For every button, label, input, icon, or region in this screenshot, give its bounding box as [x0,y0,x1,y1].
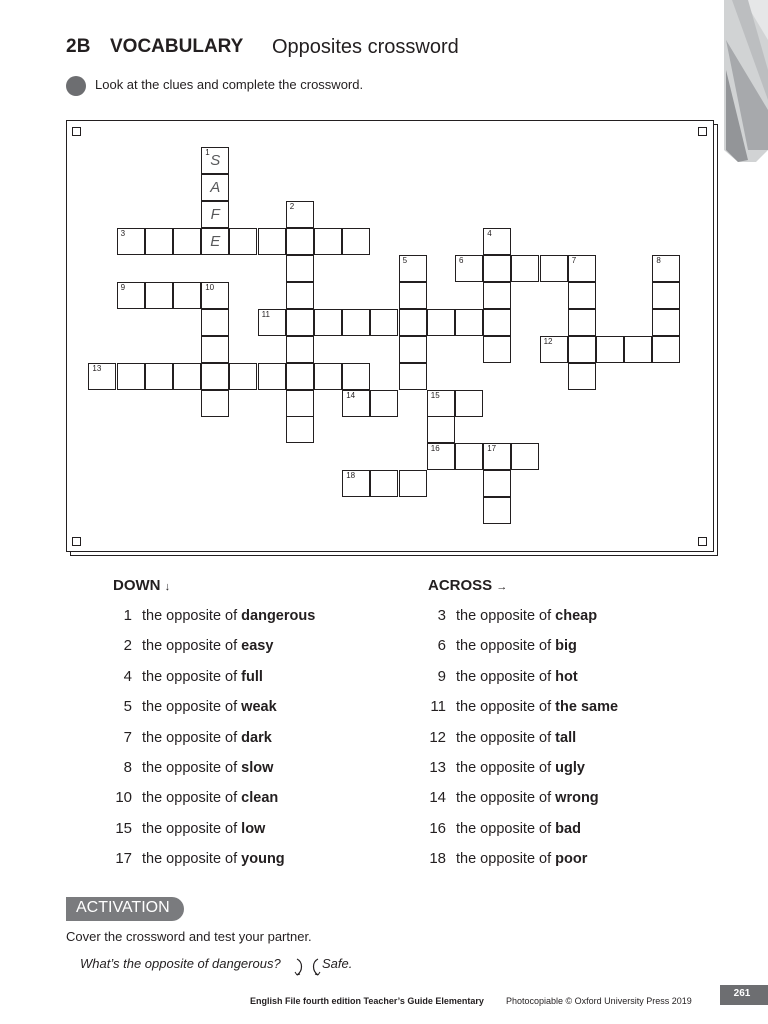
unit-label: 2B [66,36,91,57]
clue-number: 15 [115,819,132,837]
crossword-cell[interactable] [145,282,173,309]
clue-word: bad [555,820,581,837]
activation-text: Cover the crossword and test your partner. [66,929,312,944]
corner-decoration [718,0,768,170]
clue-word: hot [555,668,578,685]
cell-letter: E [210,233,221,251]
crossword-cell[interactable] [399,470,427,497]
page-number: 261 [733,988,751,999]
crossword-cell[interactable] [568,282,596,309]
page-title: Opposites crossword [272,36,459,58]
crossword-cell[interactable] [483,282,511,309]
crossword-cell[interactable] [88,363,116,390]
crossword-cell[interactable] [286,390,314,417]
crossword-cell[interactable] [201,390,229,417]
crossword-cell[interactable] [145,363,173,390]
clue-word: poor [555,851,588,868]
clue-word: ugly [555,760,585,776]
clue-word: easy [241,638,274,655]
across-heading [428,577,507,594]
cell-letter: A [210,179,221,197]
crossword-cell[interactable] [652,282,680,309]
crossword-cell[interactable] [258,228,286,255]
cell-number: 12 [543,336,553,346]
cell-number: 17 [487,444,497,454]
cell-number: 16 [430,444,440,454]
clue-number: 6 [437,637,446,655]
crossword-cell[interactable] [286,363,314,390]
crossword-cell[interactable] [568,255,596,282]
clue-word: weak [241,699,277,716]
clue-text [456,851,587,867]
clue-text [142,851,285,867]
crossword-cell[interactable] [568,336,596,363]
crossword-cell[interactable] [483,255,511,282]
clue-number: 2 [123,637,132,655]
crossword-cell[interactable] [596,336,624,363]
clue-prefix: the opposite of [456,608,552,624]
clue-number: 9 [437,667,446,685]
crossword-cell[interactable] [258,309,286,336]
crossword-cell[interactable] [229,363,257,390]
clue-prefix: the opposite of [142,699,238,716]
clue-prefix: the opposite of [142,729,238,746]
clue-number: 8 [123,759,132,776]
clue-text [142,699,277,715]
crossword-cell[interactable] [511,255,539,282]
crossword-cell[interactable] [201,336,229,363]
crossword-cell[interactable] [511,443,539,470]
crossword-cell[interactable] [455,443,483,470]
crossword-cell[interactable] [201,363,229,390]
cell-number: 14 [346,390,356,400]
activation-label: ACTIVATION [76,899,170,916]
crossword-cell[interactable] [652,309,680,336]
frame-corner-ornament [72,537,81,546]
crossword-cell[interactable] [483,443,511,470]
clue-number: 18 [429,850,446,868]
clue-number: 16 [429,819,446,837]
clue-word: dangerous [241,608,316,624]
clue-number: 5 [123,698,132,716]
crossword-cell[interactable] [483,497,511,524]
clue-text [142,790,278,806]
crossword-cell[interactable] [201,174,229,201]
clue-number: 3 [437,607,446,624]
clue-text [456,608,597,624]
across-arrow-icon: → [496,581,508,593]
clue-text [456,730,576,746]
down-heading-text: DOWN [113,577,161,594]
crossword-cell[interactable] [540,255,568,282]
crossword-cell[interactable] [229,228,257,255]
crossword-cell[interactable] [342,390,370,417]
clue-prefix: the opposite of [456,760,552,776]
clue-prefix: the opposite of [456,820,552,837]
clue-number: 4 [123,667,132,685]
crossword-cell[interactable] [455,255,483,282]
crossword-cell[interactable] [399,309,427,336]
cell-number: 15 [430,390,440,400]
clue-text [456,821,581,837]
crossword-cell[interactable] [201,282,229,309]
cell-number: 2 [289,202,295,212]
clue-word: full [241,668,263,685]
clue-text [142,760,273,776]
crossword-cell[interactable] [286,228,314,255]
cell-number: 6 [459,256,464,265]
crossword-cell[interactable] [427,443,455,470]
crossword-cell[interactable] [342,470,370,497]
cell-number: 11 [261,309,270,319]
crossword-cell[interactable] [427,390,455,417]
crossword-cell[interactable] [483,228,511,255]
crossword-cell[interactable] [173,228,201,255]
crossword-cell[interactable] [117,228,145,255]
frame-corner-ornament [698,537,707,546]
clue-number: 10 [115,789,132,807]
clue-word: big [555,638,577,655]
crossword-cell[interactable] [483,309,511,336]
crossword-cell[interactable] [342,309,370,336]
clue-text [142,730,272,746]
crossword-cell[interactable] [342,363,370,390]
clue-prefix: the opposite of [142,790,238,807]
crossword-cell[interactable] [399,336,427,363]
crossword-cell[interactable] [145,228,173,255]
cell-number: 18 [346,471,356,481]
crossword-cell[interactable] [483,470,511,497]
instruction-text: Look at the clues and complete the crossword. [95,77,364,92]
cell-number: 5 [402,256,408,265]
clue-text [456,699,618,715]
crossword-cell[interactable] [201,147,229,174]
clue-number: 1 [123,607,132,624]
crossword-cell[interactable] [399,255,427,282]
crossword-cell[interactable] [286,255,314,282]
down-arrow-icon: ↓ [164,581,171,593]
clue-text [142,669,263,685]
cell-number: 10 [205,282,215,292]
cell-number: 9 [120,282,126,292]
clue-prefix: the opposite of [456,790,552,807]
clue-word: slow [241,760,274,776]
crossword-cell[interactable] [314,309,342,336]
cell-number: 8 [656,256,661,265]
crossword-cell[interactable] [314,363,342,390]
clue-prefix: the opposite of [142,851,238,868]
frame-corner-ornament [72,127,81,136]
footer-book-title: English File fourth edition Teacher’s Guide Elementary [250,996,484,1006]
example-question: What’s the opposite of dangerous? [80,956,281,971]
crossword-cell[interactable] [201,228,229,255]
crossword-cell[interactable] [540,336,568,363]
crossword-cell[interactable] [173,282,201,309]
crossword-cell[interactable] [286,416,314,443]
crossword-cell[interactable] [568,363,596,390]
clue-text [142,638,273,654]
crossword-cell[interactable] [483,336,511,363]
clue-prefix: the opposite of [456,668,552,685]
crossword-cell[interactable] [173,363,201,390]
cell-number: 4 [487,229,492,239]
crossword-cell[interactable] [370,309,398,336]
crossword-cell[interactable] [286,282,314,309]
clue-text [142,608,315,624]
crossword-cell[interactable] [314,228,342,255]
crossword-cell[interactable] [117,363,145,390]
clue-word: young [241,851,285,868]
crossword-cell[interactable] [201,201,229,228]
cell-number: 13 [92,363,102,373]
footer-copyright: Photocopiable © Oxford University Press 2019 [506,996,692,1006]
clue-number: 11 [430,698,446,716]
clue-word: clean [241,790,279,807]
cell-letter: F [210,206,220,224]
clue-number: 13 [429,759,446,776]
frame-corner-ornament [698,127,707,136]
clue-number: 7 [123,728,132,746]
crossword-cell[interactable] [568,309,596,336]
clue-text [142,821,265,837]
clue-text [456,669,578,685]
crossword-cell[interactable] [652,255,680,282]
crossword-cell[interactable] [652,336,680,363]
cell-number: 1 [205,148,210,158]
crossword-cell[interactable] [286,201,314,228]
crossword-cell[interactable] [427,416,455,443]
clue-number: 14 [429,789,446,807]
clue-text [456,638,577,654]
clue-text [456,790,599,806]
clue-prefix: the opposite of [142,638,238,655]
clue-word: tall [555,729,577,746]
crossword-cell[interactable] [455,309,483,336]
clue-number: 12 [429,728,446,746]
clue-prefix: the opposite of [456,729,552,746]
crossword-cell[interactable] [370,390,398,417]
clue-prefix: the opposite of [456,699,552,716]
clue-prefix: the opposite of [142,668,238,685]
clue-number: 17 [115,850,132,868]
clue-prefix: the opposite of [142,608,238,624]
crossword-cell[interactable] [427,309,455,336]
bullet-icon [66,76,86,96]
example-answer: Safe. [322,956,353,971]
clue-word: low [241,820,266,837]
speech-turn-icon [294,956,322,978]
clue-word: the same [555,699,619,716]
crossword-cell[interactable] [258,363,286,390]
crossword-cell[interactable] [286,309,314,336]
clue-word: wrong [555,790,599,807]
crossword-cell[interactable] [342,228,370,255]
crossword-cell[interactable] [455,390,483,417]
clue-word: dark [241,729,272,746]
down-heading [113,577,170,594]
crossword-cell[interactable] [399,282,427,309]
section-label: VOCABULARY [110,36,244,57]
crossword-cell[interactable] [201,309,229,336]
clue-prefix: the opposite of [456,638,552,655]
clue-word: cheap [555,608,598,624]
cell-number: 3 [120,229,126,239]
cell-letter: S [210,152,221,170]
crossword-cell[interactable] [117,282,145,309]
clue-prefix: the opposite of [456,851,552,868]
crossword-cell[interactable] [370,470,398,497]
cell-number: 7 [571,256,577,265]
clue-prefix: the opposite of [142,820,238,837]
crossword-cell[interactable] [624,336,652,363]
across-heading-text: ACROSS [428,577,493,594]
clue-text [456,760,585,776]
crossword-cell[interactable] [399,363,427,390]
clue-prefix: the opposite of [142,760,238,776]
crossword-cell[interactable] [286,336,314,363]
